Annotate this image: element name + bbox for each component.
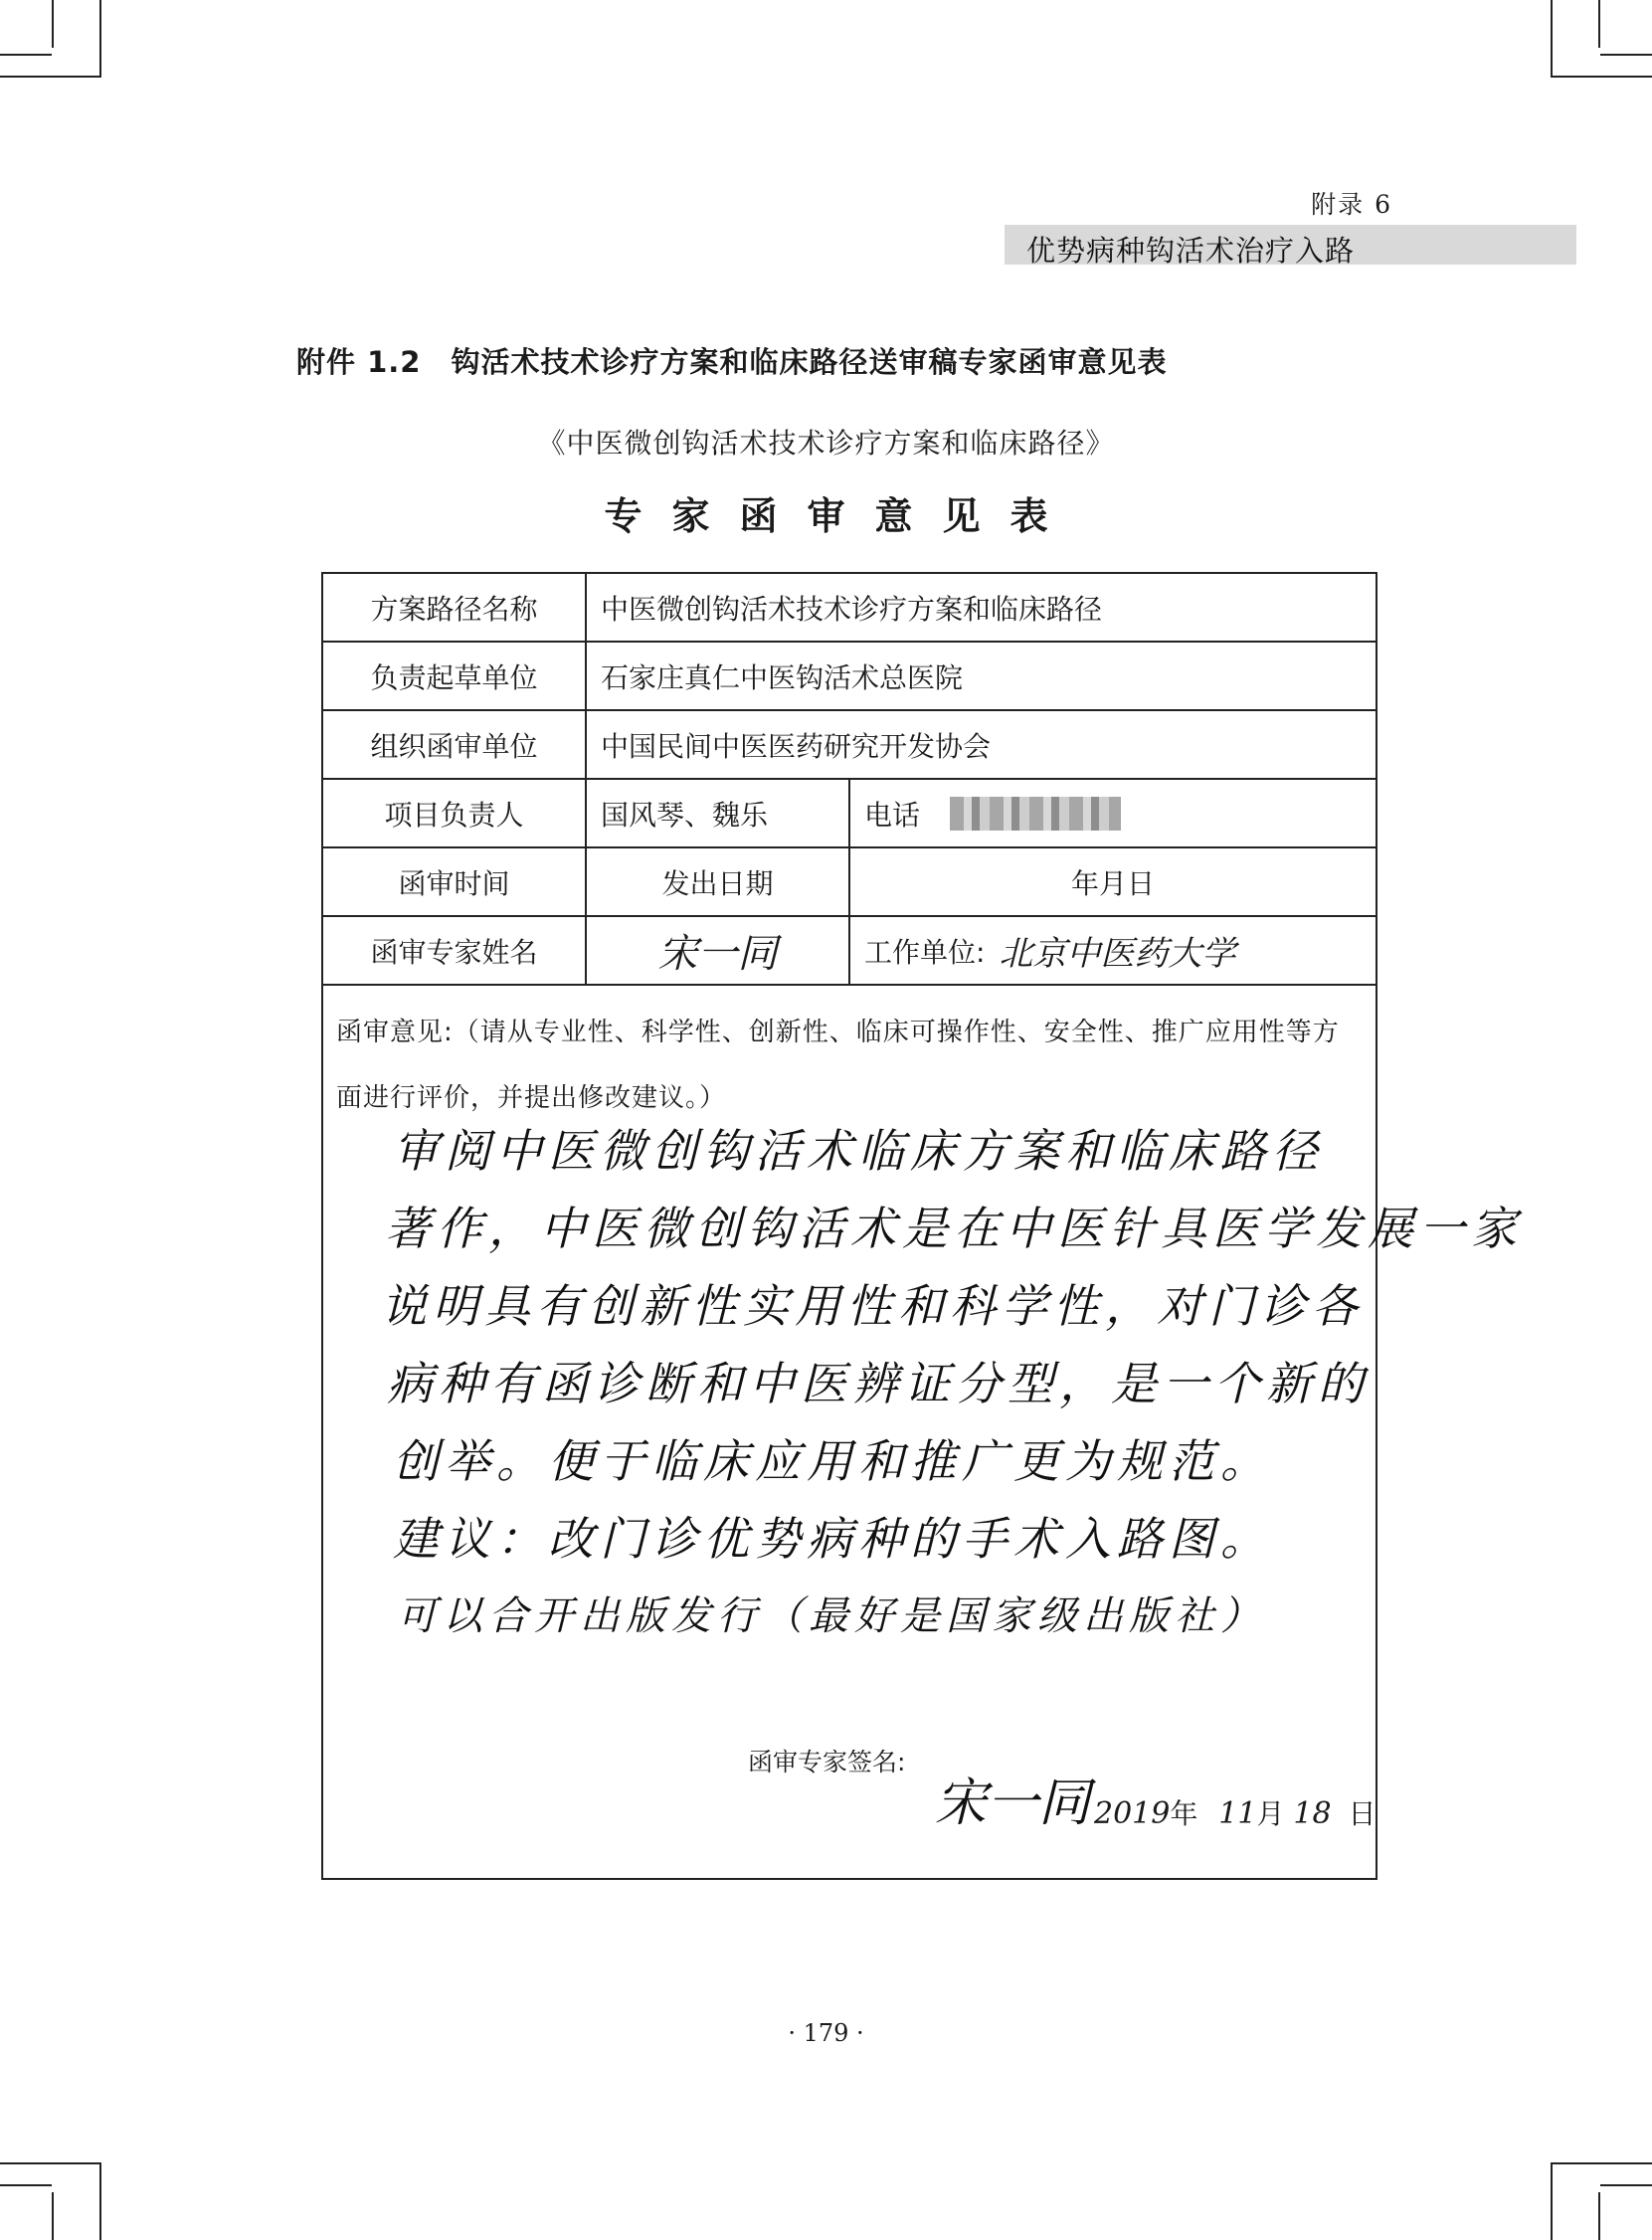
work-unit-label: 工作单位: xyxy=(864,935,986,969)
field-label: 负责起草单位 xyxy=(323,643,587,709)
crop-mark xyxy=(1598,0,1600,48)
date-placeholder: 年月日 xyxy=(1070,866,1155,900)
handwriting-line: 建议：改门诊优势病种的手术入路图。 xyxy=(393,1512,1272,1566)
field-label: 函审时间 xyxy=(323,848,587,915)
crop-mark xyxy=(52,0,54,48)
annex-title: 附件 1.2 钩活术技术诊疗方案和临床路径送审稿专家函审意见表 xyxy=(296,345,1168,379)
crop-mark xyxy=(0,76,101,78)
crop-mark xyxy=(1551,0,1553,78)
handwriting-line: 病种有函诊断和中医辨证分型，是一个新的 xyxy=(387,1357,1370,1410)
field-label: 方案路径名称 xyxy=(323,574,587,641)
page-number: · 179 · xyxy=(788,2019,864,2047)
section-title: 优势病种钩活术治疗入路 xyxy=(1026,234,1356,268)
handwriting-line: 著作，中医微创钩活术是在中医针具医学发展一家 xyxy=(385,1202,1523,1255)
signature-label: 函审专家签名: xyxy=(748,1748,906,1776)
signature-year: 2019 xyxy=(1094,1796,1171,1831)
month-unit: 月 xyxy=(1256,1797,1285,1830)
send-date-label: 发出日期 xyxy=(587,848,850,915)
crop-mark xyxy=(1551,2162,1652,2164)
crop-mark xyxy=(1600,2184,1652,2186)
signature-month: 11 xyxy=(1218,1796,1257,1831)
form-row-project-leader xyxy=(323,780,1376,848)
handwriting-line: 审阅中医微创钩活术临床方案和临床路径 xyxy=(393,1124,1324,1178)
crop-mark xyxy=(0,2184,52,2186)
crop-mark xyxy=(0,54,52,56)
field-value: 中国民间中医医药研究开发协会 xyxy=(601,729,992,763)
signature-date xyxy=(1094,1792,1377,1832)
phone-label: 电话 xyxy=(864,798,921,832)
phone-cell xyxy=(850,780,1376,846)
phone-redacted xyxy=(950,797,1121,831)
field-label: 组织函审单位 xyxy=(323,711,587,778)
opinion-instructions: 函审意见:（请从专业性、科学性、创新性、临床可操作性、安全性、推广应用性等方面进行评价，并提出修改建议。） xyxy=(336,1018,1340,1113)
crop-mark xyxy=(1598,2192,1600,2240)
handwriting-line: 可以合开出版发行（最好是国家级出版社） xyxy=(397,1593,1266,1639)
field-value: 国风琴、魏乐 xyxy=(587,780,850,846)
work-unit-cell xyxy=(850,917,1376,984)
signature-day: 18 xyxy=(1293,1796,1332,1831)
crop-mark xyxy=(99,2162,101,2240)
crop-mark xyxy=(99,0,101,78)
form-row-review-time xyxy=(323,848,1376,917)
form-title: 专家函审意见表 xyxy=(604,494,1078,538)
form-row-expert-name xyxy=(323,917,1376,986)
handwriting-line: 说明具有创新性实用性和科学性，对门诊各 xyxy=(381,1279,1364,1333)
day-unit: 日 xyxy=(1348,1797,1377,1830)
expert-name-handwritten: 宋一同 xyxy=(587,917,850,984)
crop-mark xyxy=(52,2192,54,2240)
handwriting-line: 创举。便于临床应用和推广更为规范。 xyxy=(393,1434,1272,1488)
crop-mark xyxy=(0,2162,101,2164)
handwritten-opinion xyxy=(381,1112,1523,1655)
year-unit: 年 xyxy=(1170,1797,1198,1830)
form-row-scheme xyxy=(323,574,1376,643)
field-value: 石家庄真仁中医钩活术总医院 xyxy=(601,660,964,694)
field-label: 项目负责人 xyxy=(323,780,587,846)
crop-mark xyxy=(1551,76,1652,78)
field-label: 函审专家姓名 xyxy=(323,917,587,984)
section-header-bar xyxy=(1005,225,1576,268)
work-unit-handwritten: 北京中医药大学 xyxy=(999,934,1236,974)
field-value: 中医微创钩活术技术诊疗方案和临床路径 xyxy=(601,592,1103,626)
crop-mark xyxy=(1600,54,1652,56)
form-row-drafting-unit xyxy=(323,643,1376,711)
appendix-number: 附录 6 xyxy=(1311,190,1392,219)
crop-mark xyxy=(1551,2162,1553,2240)
form-row-organizing-unit xyxy=(323,711,1376,780)
signature-handwritten: 宋一同 xyxy=(935,1773,1091,1833)
book-title: 《中医微创钩活术技术诊疗方案和临床路径》 xyxy=(537,427,1115,460)
